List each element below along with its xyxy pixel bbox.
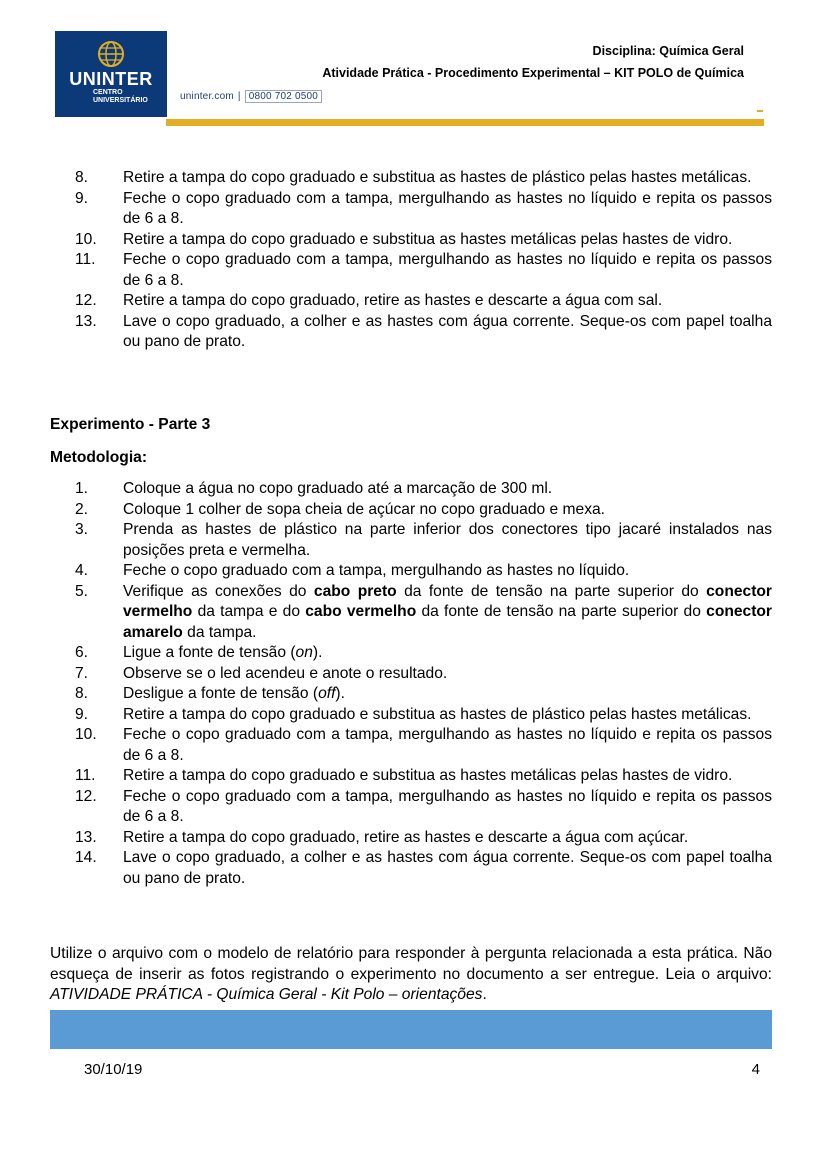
list-item — [50, 479, 772, 500]
item-number: 3. — [75, 521, 89, 538]
page-number: 4 — [751, 1061, 760, 1078]
text-run: . — [482, 986, 487, 1003]
item-text — [123, 582, 772, 644]
item-text: Observe se o led acendeu e anote o resultado. — [123, 664, 448, 682]
item-number: 4. — [75, 562, 89, 579]
item-number: 13. — [75, 312, 97, 330]
text-run: da fonte de tensão na parte superior do — [416, 603, 707, 620]
item-number: 10. — [75, 230, 97, 248]
globe-icon — [81, 39, 141, 69]
list-item — [50, 520, 772, 561]
item-text: Feche o copo graduado com a tampa, mergulhando as hastes no líquido e repita os passos de 6 a 8. — [123, 787, 772, 825]
closing-paragraph — [50, 944, 772, 1006]
list-item — [50, 766, 772, 787]
item-text: Feche o copo graduado com a tampa, mergulhando as hastes no líquido e repita os passos de 6 a 8. — [123, 189, 772, 227]
list-item — [50, 561, 772, 582]
header-rule-mark — [757, 110, 763, 112]
text-run: da tampa e do — [192, 603, 306, 620]
list-item — [50, 828, 772, 849]
text-run: ). — [335, 685, 345, 702]
italic-text: off — [318, 685, 336, 702]
activity-title: Atividade Prática - Procedimento Experimental – KIT POLO de Química — [322, 66, 744, 80]
item-number: 10. — [75, 726, 97, 743]
item-number: 2. — [75, 500, 89, 518]
header-rule — [166, 119, 764, 126]
item-text: Prenda as hastes de plástico na parte inferior dos conectores tipo jacaré instalados nas posições preta e vermelha. — [123, 521, 772, 559]
bold-text: cabo preto — [313, 582, 397, 600]
footer-bar — [50, 1010, 772, 1049]
text-run: Ligue a fonte de tensão ( — [123, 644, 296, 661]
text-run: Desligue a fonte de tensão ( — [123, 685, 319, 702]
item-number: 9. — [75, 189, 89, 207]
list-item — [50, 189, 772, 230]
item-text: Retire a tampa do copo graduado, retire as hastes e descarte a água com açúcar. — [123, 828, 689, 846]
list-item — [50, 848, 772, 889]
logo-name: UNINTER — [69, 69, 153, 89]
item-number: 13. — [75, 828, 97, 846]
item-number: 14. — [75, 849, 97, 866]
item-text: Lave o copo graduado, a colher e as hastes com água corrente. Seque-os com papel toalha ou pano de prato. — [123, 312, 772, 350]
footer-date: 30/10/19 — [84, 1061, 143, 1078]
item-text: Coloque 1 colher de sopa cheia de açúcar no copo graduado e mexa. — [123, 500, 606, 518]
methodology-title: Metodologia: — [50, 449, 148, 466]
item-number: 1. — [75, 480, 89, 497]
item-text: Retire a tampa do copo graduado e substitua as hastes de plástico pelas hastes metálicas. — [123, 169, 752, 186]
item-text — [123, 643, 772, 664]
item-number: 12. — [75, 787, 97, 805]
contact-line — [180, 91, 322, 102]
steps-list-part-3 — [50, 479, 772, 889]
list-item — [50, 500, 772, 521]
bold-text: conector vermelho — [123, 582, 772, 620]
item-number: 12. — [75, 292, 97, 309]
list-item — [50, 705, 772, 726]
item-text: Retire a tampa do copo graduado e substitua as hastes metálicas pelas hastes de vidro. — [123, 230, 733, 248]
list-item — [50, 168, 772, 189]
item-text — [123, 684, 772, 705]
section-title: Experimento - Parte 3 — [50, 416, 211, 433]
list-item — [50, 643, 772, 664]
item-text: Retire a tampa do copo graduado e substitua as hastes de plástico pelas hastes metálicas. — [123, 705, 752, 723]
item-number: 9. — [75, 705, 89, 723]
list-item — [50, 684, 772, 705]
item-text: Coloque a água no copo graduado até a marcação de 300 ml. — [123, 480, 553, 497]
item-number: 5. — [75, 582, 89, 600]
logo-sub-line-2: UNIVERSITÁRIO — [93, 97, 148, 104]
list-item — [50, 312, 772, 353]
list-item — [50, 291, 772, 312]
discipline-title: Disciplina: Química Geral — [592, 44, 744, 58]
phone-text: 0800 702 0500 — [245, 90, 322, 103]
separator: | — [237, 91, 241, 102]
item-number: 8. — [75, 685, 89, 702]
text-run: da fonte de tensão na parte superior do — [396, 582, 707, 600]
text-run: Verifique as conexões do — [123, 582, 314, 600]
item-number: 11. — [75, 251, 96, 268]
item-number: 6. — [75, 644, 89, 661]
item-text: Feche o copo graduado com a tampa, mergulhando as hastes no líquido e repita os passos de 6 a 8. — [123, 726, 772, 764]
item-number: 7. — [75, 664, 89, 682]
list-item — [50, 725, 772, 766]
steps-list-part-2 — [50, 168, 772, 353]
item-text: Feche o copo graduado com a tampa, mergulhando as hastes no líquido e repita os passos de 6 a 8. — [123, 251, 772, 289]
list-item — [50, 250, 772, 291]
bold-text: cabo vermelho — [305, 603, 417, 620]
text-run: da tampa. — [182, 623, 257, 641]
italic-text: on — [295, 644, 313, 661]
logo-subtitle — [93, 89, 148, 105]
text-run: ). — [312, 644, 323, 661]
list-item — [50, 787, 772, 828]
website-text: uninter.com — [180, 91, 234, 102]
item-text: Retire a tampa do copo graduado e substitua as hastes metálicas pelas hastes de vidro. — [123, 767, 733, 784]
file-name: ATIVIDADE PRÁTICA - Química Geral - Kit Polo – orientações — [50, 986, 483, 1003]
item-text: Retire a tampa do copo graduado, retire as hastes e descarte a água com sal. — [123, 292, 663, 309]
text-run: Utilize o arquivo com o modelo de relatório para responder à pergunta relacionada a esta prática. Não esqueça de inserir as fotos registrando o experimento no documento a ser entregue. Leia o arquivo: — [50, 945, 772, 983]
list-item — [50, 664, 772, 685]
item-text: Lave o copo graduado, a colher e as hastes com água corrente. Seque-os com papel toalha ou pano de prato. — [123, 849, 772, 887]
item-number: 11. — [75, 767, 96, 784]
item-text: Feche o copo graduado com a tampa, mergulhando as hastes no líquido. — [123, 562, 630, 579]
logo-sub-line-1: CENTRO — [93, 89, 123, 96]
item-number: 8. — [75, 169, 89, 186]
bold-text: conector amarelo — [123, 603, 772, 641]
list-item — [50, 230, 772, 251]
uninter-logo — [55, 31, 167, 117]
list-item — [50, 582, 772, 644]
